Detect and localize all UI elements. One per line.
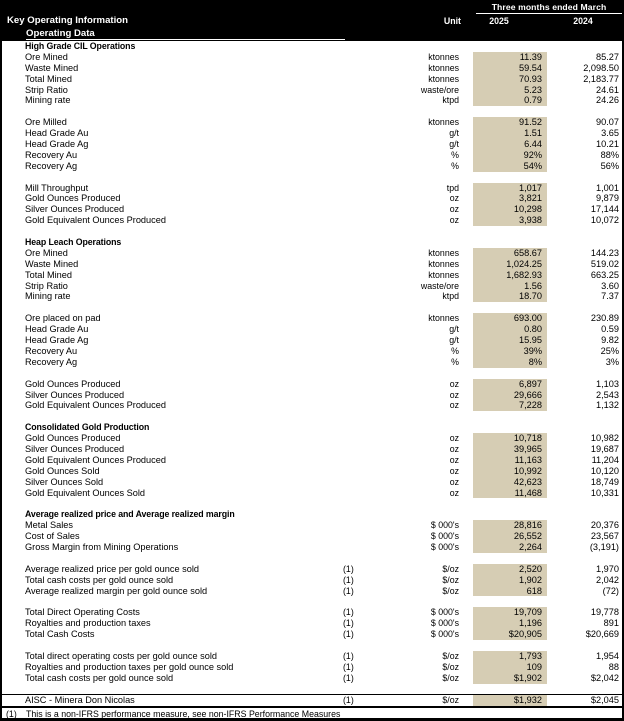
- spacer-row: [2, 596, 622, 607]
- row-value-2025: 10,298: [473, 204, 547, 215]
- row-value-2025: 54%: [473, 161, 547, 172]
- row-unit: oz: [449, 443, 459, 454]
- table-row: [2, 433, 622, 444]
- footnote-marker: (1): [343, 585, 354, 596]
- row-value-2024: 1,970: [596, 563, 619, 574]
- row-unit: oz: [449, 433, 459, 444]
- row-label: Silver Ounces Produced: [25, 389, 125, 400]
- row-label: Gold Equivalent Ounces Produced: [25, 454, 166, 465]
- row-value-2025: 1,902: [473, 575, 547, 586]
- table-row: [2, 444, 622, 455]
- footnote-text: This is a non-IFRS performance measure, see non-IFRS Performance Measures: [26, 709, 341, 719]
- row-value-2024: 2,183.77: [583, 73, 619, 84]
- section-row: [2, 237, 622, 248]
- table-row: [2, 586, 622, 597]
- table-row: [2, 346, 622, 357]
- row-value-2025: 1,793: [473, 651, 547, 662]
- row-label: Head Grade Au: [25, 128, 89, 139]
- row-label: Average realized price and Average realized margin: [25, 509, 235, 520]
- row-unit: oz: [449, 193, 459, 204]
- row-label: Strip Ratio: [25, 280, 68, 291]
- column-header-unit: Unit: [443, 16, 461, 26]
- row-unit: %: [451, 149, 459, 160]
- table-row: [2, 335, 622, 346]
- row-label: Ore placed on pad: [25, 313, 101, 324]
- row-value-2024: 1,954: [596, 650, 619, 661]
- row-value-2025: 3,821: [473, 193, 547, 204]
- row-label: Consolidated Gold Production: [25, 422, 150, 433]
- row-label: Total cash costs per gold ounce sold: [25, 574, 174, 585]
- row-value-2024: 10,331: [590, 487, 619, 498]
- row-label: Gold Ounces Produced: [25, 378, 121, 389]
- row-value-2025: 1.51: [473, 128, 547, 139]
- table-row: [2, 161, 622, 172]
- row-unit: oz: [449, 400, 459, 411]
- row-unit: $ 000's: [430, 607, 459, 618]
- row-value-2024: 3.65: [601, 128, 619, 139]
- column-header-2024: 2024: [573, 16, 593, 26]
- row-value-2025: 658.67: [473, 248, 547, 259]
- row-value-2025: 11,468: [473, 488, 547, 499]
- table-row: [2, 259, 622, 270]
- row-value-2024: 2,543: [596, 389, 619, 400]
- row-value-2024: 3%: [605, 356, 619, 367]
- footnote-marker: (1): [343, 650, 354, 661]
- row-label: Gold Equivalent Ounces Produced: [25, 215, 166, 226]
- row-value-2024: 0.59: [601, 324, 619, 335]
- row-value-2025: 0.79: [473, 95, 547, 106]
- row-label: Total Mined: [25, 269, 72, 280]
- row-unit: $ 000's: [430, 629, 459, 640]
- table-row: [2, 324, 622, 335]
- row-value-2025: 15.95: [473, 335, 547, 346]
- row-unit: $ 000's: [430, 541, 459, 552]
- row-value-2024: 9.82: [601, 335, 619, 346]
- row-value-2024: 88: [608, 661, 619, 672]
- row-value-2024: 24.26: [596, 95, 619, 106]
- row-unit: ktonnes: [428, 269, 459, 280]
- table-row: [2, 357, 622, 368]
- row-label: Ore Mined: [25, 51, 68, 62]
- row-label: Average realized price per gold ounce sold: [25, 563, 199, 574]
- spacer-row: [2, 498, 622, 509]
- row-unit: $ 000's: [430, 618, 459, 629]
- row-label: High Grade CIL Operations: [25, 41, 136, 51]
- row-value-2025: 91.52: [473, 117, 547, 128]
- row-value-2024: 56%: [600, 160, 619, 171]
- row-value-2025: $1,932: [473, 695, 547, 706]
- row-value-2024: 663.25: [590, 269, 619, 280]
- row-label: AISC - Minera Don Nicolas: [25, 694, 135, 705]
- table-row: [2, 520, 622, 531]
- table-row: [2, 74, 622, 85]
- row-unit: ktonnes: [428, 117, 459, 128]
- row-value-2024: 19,687: [590, 443, 619, 454]
- row-value-2024: 85.27: [596, 51, 619, 62]
- table-row: [2, 651, 622, 662]
- row-label: Strip Ratio: [25, 84, 68, 95]
- row-unit: g/t: [449, 335, 459, 346]
- table-row: [2, 128, 622, 139]
- spacer-row: [2, 106, 622, 117]
- table-row: [2, 291, 622, 302]
- row-label: Silver Ounces Produced: [25, 443, 125, 454]
- row-unit: ktonnes: [428, 73, 459, 84]
- row-value-2024: 230.89: [590, 313, 619, 324]
- footnote-marker: (1): [343, 629, 354, 640]
- table-row: [2, 673, 622, 684]
- footnote-marker: (1): [343, 574, 354, 585]
- row-label: Cost of Sales: [25, 531, 80, 542]
- row-value-2024: $2,045: [590, 694, 619, 705]
- row-label: Ore Mined: [25, 247, 68, 258]
- row-unit: $/oz: [442, 650, 459, 661]
- row-label: Gold Ounces Produced: [25, 433, 121, 444]
- row-unit: %: [451, 356, 459, 367]
- spacer-row: [2, 172, 622, 183]
- table-row: [2, 270, 622, 281]
- row-value-2025: 19,709: [473, 607, 547, 618]
- row-unit: g/t: [449, 324, 459, 335]
- table-row: [2, 618, 622, 629]
- period-heading: Three months ended March: [491, 2, 607, 12]
- row-value-2024: $20,669: [585, 629, 619, 640]
- row-value-2025: 3,938: [473, 215, 547, 226]
- section-row: [2, 509, 622, 520]
- spacer-row: [2, 226, 622, 237]
- table-row: [2, 85, 622, 96]
- row-label: Total direct operating costs per gold ounce sold: [25, 650, 218, 661]
- row-value-2024: 11,204: [591, 454, 619, 465]
- row-value-2024: 10,120: [590, 465, 619, 476]
- column-header-2025: 2025: [489, 16, 509, 26]
- row-label: Gold Equivalent Ounces Produced: [25, 400, 166, 411]
- table-row: [2, 215, 622, 226]
- row-label: Waste Mined: [25, 62, 79, 73]
- row-value-2025: 5.23: [473, 85, 547, 96]
- spacer-row: [2, 411, 622, 422]
- row-label: Mining rate: [25, 95, 71, 106]
- spacer-row: [2, 553, 622, 564]
- row-unit: oz: [449, 465, 459, 476]
- table-row: [2, 400, 622, 411]
- row-value-2024: 25%: [600, 345, 619, 356]
- row-label: Total Direct Operating Costs: [25, 607, 140, 618]
- row-value-2024: 2,098.50: [583, 62, 619, 73]
- row-label: Gold Equivalent Ounces Sold: [25, 487, 146, 498]
- table-row: [2, 607, 622, 618]
- row-value-2025: 10,992: [473, 466, 547, 477]
- row-value-2024: 10.21: [596, 139, 619, 150]
- row-unit: ktonnes: [428, 313, 459, 324]
- table-row: [2, 248, 622, 259]
- row-unit: $/oz: [442, 661, 459, 672]
- row-unit: $ 000's: [430, 520, 459, 531]
- table-row: [2, 281, 622, 292]
- row-value-2024: 23,567: [590, 531, 619, 542]
- row-value-2024: 1,132: [596, 400, 619, 411]
- row-value-2024: 18,749: [590, 476, 619, 487]
- table-row: [2, 390, 622, 401]
- table-row: [2, 662, 622, 673]
- row-label: Mill Throughput: [25, 182, 89, 193]
- table-row: [2, 477, 622, 488]
- row-label: Recovery Au: [25, 149, 78, 160]
- row-value-2025: 11.39: [473, 52, 547, 63]
- table-row: [2, 117, 622, 128]
- row-unit: ktpd: [442, 291, 459, 302]
- table-row: [2, 575, 622, 586]
- row-value-2025: 10,718: [473, 433, 547, 444]
- row-unit: $/oz: [442, 672, 459, 683]
- row-value-2025: 2,520: [473, 564, 547, 575]
- row-value-2025: 39%: [473, 346, 547, 357]
- row-value-2025: $20,905: [473, 629, 547, 640]
- row-value-2024: 10,982: [590, 433, 619, 444]
- footnote-bar: [2, 706, 622, 721]
- table-row: [2, 183, 622, 194]
- row-value-2024: 1,103: [596, 378, 619, 389]
- row-unit: $/oz: [442, 574, 459, 585]
- section-row: [2, 41, 622, 52]
- table-row: [2, 455, 622, 466]
- row-label: Ore Milled: [25, 117, 67, 128]
- row-value-2024: 24.61: [596, 84, 619, 95]
- row-value-2024: (3,191): [589, 541, 619, 552]
- row-unit: $/oz: [442, 585, 459, 596]
- row-label: Head Grade Ag: [25, 335, 89, 346]
- row-value-2025: 1,682.93: [473, 270, 547, 281]
- row-value-2025: 92%: [473, 150, 547, 161]
- row-value-2025: 693.00: [473, 313, 547, 324]
- row-unit: oz: [449, 487, 459, 498]
- row-value-2024: 88%: [600, 149, 619, 160]
- row-value-2025: 70.93: [473, 74, 547, 85]
- table-row: [2, 204, 622, 215]
- row-label: Silver Ounces Produced: [25, 204, 125, 215]
- row-label: Recovery Au: [25, 345, 78, 356]
- row-unit: oz: [449, 476, 459, 487]
- table-row: [2, 52, 622, 63]
- spacer-row: [2, 368, 622, 379]
- table-row: [2, 139, 622, 150]
- row-unit: g/t: [449, 128, 459, 139]
- row-value-2024: 17,144: [590, 204, 619, 215]
- row-unit: %: [451, 345, 459, 356]
- row-unit: oz: [449, 215, 459, 226]
- row-value-2025: 18.70: [473, 291, 547, 302]
- section-row: [2, 422, 622, 433]
- row-unit: oz: [449, 204, 459, 215]
- row-label: Metal Sales: [25, 520, 74, 531]
- row-value-2025: 11,163: [473, 455, 547, 466]
- row-value-2025: 28,816: [473, 520, 547, 531]
- row-label: Gold Ounces Produced: [25, 193, 121, 204]
- row-value-2025: 2,264: [473, 542, 547, 553]
- row-unit: oz: [449, 454, 459, 465]
- row-value-2024: 20,376: [590, 520, 619, 531]
- row-unit: tpd: [446, 182, 459, 193]
- row-value-2025: 109: [473, 662, 547, 673]
- row-value-2025: 59.54: [473, 63, 547, 74]
- row-label: Gross Margin from Mining Operations: [25, 541, 179, 552]
- row-value-2024: $2,042: [590, 672, 619, 683]
- table-row: [2, 95, 622, 106]
- row-label: Total cash costs per gold ounce sold: [25, 672, 174, 683]
- row-label: Head Grade Au: [25, 324, 89, 335]
- row-label: Recovery Ag: [25, 356, 78, 367]
- table-row: [2, 531, 622, 542]
- row-value-2025: 6.44: [473, 139, 547, 150]
- row-unit: ktonnes: [428, 247, 459, 258]
- spacer-row: [2, 684, 622, 695]
- footnote-marker: (1): [343, 563, 354, 574]
- row-value-2025: 39,965: [473, 444, 547, 455]
- row-value-2025: 8%: [473, 357, 547, 368]
- row-value-2024: 519.02: [590, 258, 619, 269]
- footnote-marker: (1): [343, 607, 354, 618]
- row-value-2025: 1,024.25: [473, 259, 547, 270]
- row-unit: waste/ore: [420, 84, 459, 95]
- row-label: Royalties and production taxes per gold ounce sold: [25, 661, 234, 672]
- row-value-2024: 10,072: [590, 215, 619, 226]
- row-unit: oz: [449, 378, 459, 389]
- row-label: Recovery Ag: [25, 160, 78, 171]
- row-value-2024: 7.37: [601, 291, 619, 302]
- row-unit: $ 000's: [430, 531, 459, 542]
- row-unit: $/oz: [442, 563, 459, 574]
- row-label: Heap Leach Operations: [25, 237, 122, 248]
- table-row: [2, 313, 622, 324]
- table-row: [2, 488, 622, 499]
- footnote-marker: (1): [343, 618, 354, 629]
- footnote-marker: (1): [6, 709, 17, 719]
- table-row: [2, 542, 622, 553]
- row-unit: oz: [449, 389, 459, 400]
- footnote-marker: (1): [343, 661, 354, 672]
- row-value-2024: 9,879: [596, 193, 619, 204]
- row-unit: g/t: [449, 139, 459, 150]
- row-unit: ktonnes: [428, 51, 459, 62]
- row-value-2024: 2,042: [596, 574, 619, 585]
- footnote-marker: (1): [343, 672, 354, 683]
- row-value-2025: 1,196: [473, 618, 547, 629]
- row-value-2025: 618: [473, 586, 547, 597]
- row-label: Royalties and production taxes: [25, 618, 151, 629]
- row-value-2024: 90.07: [596, 117, 619, 128]
- row-value-2025: 0.80: [473, 324, 547, 335]
- row-label: Mining rate: [25, 291, 71, 302]
- row-unit: ktonnes: [428, 258, 459, 269]
- table-row: [2, 379, 622, 390]
- row-value-2024: 19,778: [590, 607, 619, 618]
- subtitle-underline: [26, 39, 345, 40]
- section-title-operating-data: Operating Data: [26, 28, 95, 39]
- row-value-2025: 1.56: [473, 281, 547, 292]
- row-value-2024: 3.60: [601, 280, 619, 291]
- row-label: Total Cash Costs: [25, 629, 95, 640]
- row-label: Silver Ounces Sold: [25, 476, 104, 487]
- row-label: Head Grade Ag: [25, 139, 89, 150]
- table-row: [2, 150, 622, 161]
- table-row: [2, 564, 622, 575]
- row-value-2024: 1,001: [596, 182, 619, 193]
- row-value-2025: 29,666: [473, 390, 547, 401]
- spacer-row: [2, 640, 622, 651]
- row-value-2024: (72): [602, 585, 619, 596]
- row-label: Gold Ounces Sold: [25, 465, 100, 476]
- table-header: [2, 0, 622, 41]
- row-value-2025: 26,552: [473, 531, 547, 542]
- row-label: Waste Mined: [25, 258, 79, 269]
- row-value-2025: $1,902: [473, 673, 547, 684]
- row-label: Total Mined: [25, 73, 72, 84]
- table-body: [2, 41, 622, 706]
- row-value-2025: 1,017: [473, 183, 547, 194]
- page-title: Key Operating Information: [7, 15, 128, 26]
- row-unit: $/oz: [442, 694, 459, 705]
- table-row: [2, 629, 622, 640]
- row-unit: waste/ore: [420, 280, 459, 291]
- table-row: [2, 193, 622, 204]
- table-row: [2, 694, 622, 705]
- row-unit: ktonnes: [428, 62, 459, 73]
- row-value-2025: 6,897: [473, 379, 547, 390]
- period-underline: [476, 13, 622, 14]
- row-label: Average realized margin per gold ounce sold: [25, 585, 208, 596]
- row-value-2025: 7,228: [473, 400, 547, 411]
- spacer-row: [2, 302, 622, 313]
- table-row: [2, 63, 622, 74]
- row-value-2025: 42,623: [473, 477, 547, 488]
- row-unit: ktpd: [442, 95, 459, 106]
- row-unit: %: [451, 160, 459, 171]
- footnote-marker: (1): [343, 694, 354, 705]
- table-row: [2, 466, 622, 477]
- row-value-2024: 891: [603, 618, 619, 629]
- row-value-2024: 144.23: [590, 247, 619, 258]
